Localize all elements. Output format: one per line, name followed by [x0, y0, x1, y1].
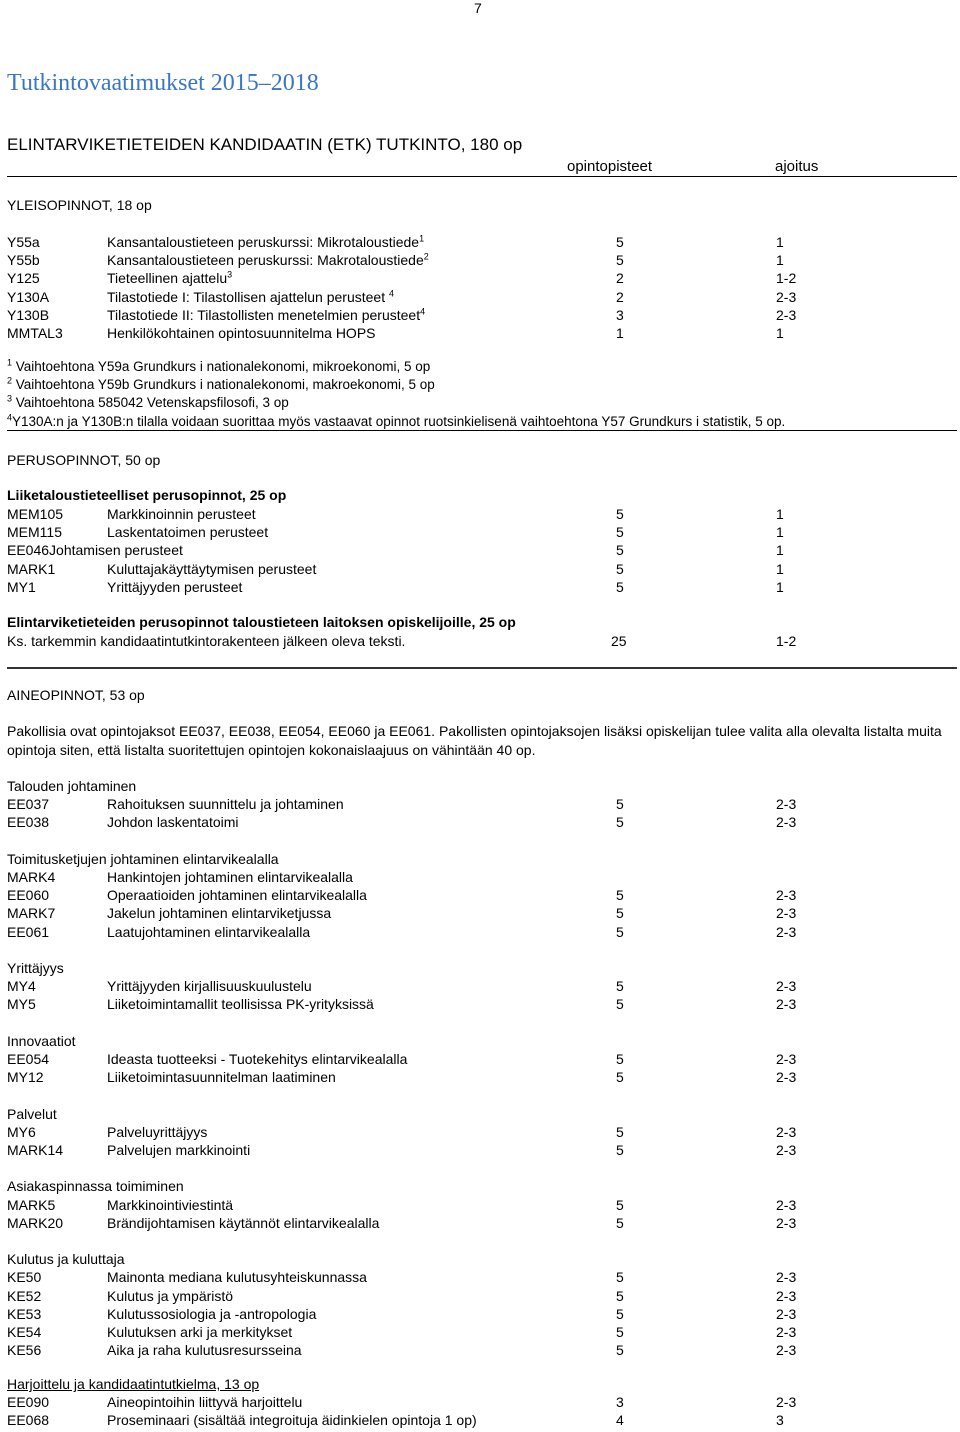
course-name: Yrittäjyyden perusteet [107, 578, 243, 595]
course-timing: 2-3 [776, 1051, 797, 1067]
course-credits: 5 [616, 905, 624, 922]
table-row [0, 506, 960, 524]
row-text: Ks. tarkemmin kandidaatintutkintorakenteen jälkeen oleva teksti. [7, 633, 406, 649]
course-code: EE068 [7, 1412, 50, 1429]
group-heading: Asiakaspinnassa toimiminen [7, 1178, 184, 1195]
table-row [0, 996, 960, 1014]
course-name: Kuluttajakäyttäytymisen perusteet [107, 560, 317, 577]
course-code: MEM105 [7, 506, 64, 522]
course-timing: 2-3 [776, 1142, 797, 1158]
course-code: MEM115 [7, 524, 62, 541]
course-credits: 5 [616, 1196, 624, 1213]
course-name: Operaatioiden johtaminen elintarvikealalla [107, 887, 367, 904]
course-timing: 1 [776, 506, 784, 522]
course-name: Brändijohtamisen käytännöt elintarvikealalla [107, 1214, 380, 1231]
column-header-timing: ajoitus [775, 158, 819, 175]
table-row [0, 1342, 960, 1360]
course-credits: 5 [616, 1069, 624, 1086]
course-timing: 2-3 [776, 1196, 797, 1213]
course-name: Aika ja raha kulutusresursseina [107, 1342, 302, 1359]
course-name: Kulutussosiologia ja -antropologia [107, 1305, 317, 1322]
course-code: Y130A [7, 288, 50, 305]
table-row [0, 1288, 960, 1306]
course-timing: 2-3 [776, 1394, 797, 1410]
footnote-ref: 4 [420, 306, 426, 317]
course-credits: 2 [616, 288, 624, 305]
table-row [0, 1124, 960, 1142]
course-code: EE046Johtamisen perusteet [7, 542, 183, 559]
table-row [0, 234, 960, 252]
table-row [0, 1324, 960, 1342]
course-credits: 5 [616, 234, 624, 250]
course-name: Ideasta tuotteeksi - Tuotekehitys elintarvikealalla [107, 1051, 408, 1067]
course-credits: 5 [616, 923, 624, 940]
course-code: MY1 [7, 578, 36, 595]
course-credits: 5 [616, 506, 624, 522]
group-heading: Toimitusketjujen johtaminen elintarvikealalla [7, 850, 279, 867]
table-row [0, 1412, 960, 1430]
table-row [0, 524, 960, 542]
course-name: Proseminaari (sisältää integroituja äidinkielen opintoja 1 op) [107, 1412, 477, 1429]
course-credits: 5 [616, 560, 624, 577]
course-name: Hankintojen johtaminen elintarvikealalla [107, 869, 353, 885]
course-credits: 5 [616, 887, 624, 904]
page-number: 7 [474, 0, 482, 16]
course-name: Tieteellinen ajattelu$^3$ [107, 269, 233, 287]
footnote: $^2$ Vaihtoehtona Y59b Grundkurs i nationalekonomi, makroekonomi, 5 op [7, 375, 435, 393]
course-name: Kansantaloustieteen peruskurssi: Makrotaloustiede$^2$ [107, 251, 429, 269]
table-row [0, 869, 960, 887]
course-name: Henkilökohtainen opintosuunnitelma HOPS [107, 325, 376, 341]
subsection-heading: Liiketaloustieteelliset perusopinnot, 25 op [7, 487, 287, 503]
course-credits: 5 [616, 252, 624, 269]
course-name: Johdon laskentatoimi [107, 814, 239, 831]
course-credits: 5 [616, 796, 624, 813]
footnote-ref: 4 [388, 287, 394, 298]
course-timing: 2-3 [776, 796, 797, 813]
footnote-ref: 2 [423, 251, 429, 262]
footnote-ref: 1 [419, 233, 425, 244]
course-timing: 2-3 [776, 814, 797, 831]
course-code: Y125 [7, 270, 40, 287]
course-name: Kansantaloustieteen peruskurssi: Mikrotaloustiede$^1$ [107, 233, 425, 250]
course-code: MY12 [7, 1069, 44, 1086]
course-credits: 5 [616, 578, 624, 595]
course-name: Palveluyrittäjyys [107, 1123, 208, 1140]
group-heading: Yrittäjyys [7, 960, 64, 976]
footnote: $^1$ Vaihtoehtona Y59a Grundkurs i nationalekonomi, mikroekonomi, 5 op [7, 357, 431, 374]
course-code: KE53 [7, 1305, 42, 1322]
course-credits: 5 [616, 1051, 624, 1067]
course-name: Kulutus ja ympäristö [107, 1287, 234, 1304]
table-row [0, 1306, 960, 1324]
course-timing: 1-2 [776, 270, 797, 287]
course-timing: 2-3 [776, 1324, 797, 1340]
course-credits: 1 [616, 325, 624, 341]
course-timing: 2-3 [776, 996, 797, 1013]
course-code: EE061 [7, 923, 50, 940]
table-row [0, 542, 960, 560]
course-credits: 4 [616, 1412, 624, 1429]
section-heading-aineopinnot: AINEOPINNOT, 53 op [7, 687, 145, 703]
course-credits: 5 [616, 1142, 624, 1158]
course-timing: 2-3 [776, 1287, 797, 1304]
course-code: EE038 [7, 814, 50, 831]
course-timing: 1 [776, 252, 784, 269]
course-code: Y130B [7, 306, 50, 323]
course-credits: 3 [616, 306, 624, 323]
course-name: Kulutuksen arki ja merkitykset [107, 1324, 293, 1340]
course-code: MY6 [7, 1123, 36, 1140]
course-code: EE037 [7, 796, 50, 813]
subsection-heading: Harjoittelu ja kandidaatintutkielma, 13 op [7, 1376, 260, 1392]
course-name: Markkinoinnin perusteet [107, 506, 256, 522]
table-row [0, 1394, 960, 1412]
table-row [0, 252, 960, 270]
table-row [0, 307, 960, 325]
divider [7, 667, 957, 669]
column-header-credits: opintopisteet [567, 158, 653, 175]
course-timing: 1 [776, 578, 784, 595]
course-code: Y55b [7, 252, 40, 269]
course-credits: 5 [616, 1214, 624, 1231]
table-row [0, 633, 960, 651]
table-row [0, 579, 960, 597]
course-name: Jakelun johtaminen elintarviketjussa [107, 905, 332, 922]
table-row [0, 978, 960, 996]
course-credits: 5 [616, 542, 624, 559]
course-timing: 1 [776, 325, 784, 341]
section-heading-perusopinnot: PERUSOPINNOT, 50 op [7, 452, 161, 468]
footnote: $^3$ Vaihtoehtona 585042 Vetenskapsfilosofi, 3 op [7, 393, 289, 411]
table-row [0, 325, 960, 343]
course-name: Palvelujen markkinointi [107, 1142, 251, 1158]
divider [7, 176, 957, 177]
course-name: Markkinointiviestintä [107, 1196, 234, 1213]
course-timing: 1 [776, 234, 784, 250]
course-credits: 2 [616, 270, 624, 287]
course-name: Rahoituksen suunnittelu ja johtaminen [107, 796, 344, 813]
course-credits: 5 [616, 1287, 624, 1304]
course-name: Laatujohtaminen elintarvikealalla [107, 923, 311, 940]
table-row [0, 1197, 960, 1215]
table-row [0, 905, 960, 923]
course-timing: 2-3 [776, 905, 797, 922]
course-code: MARK7 [7, 905, 56, 922]
course-code: KE50 [7, 1269, 42, 1286]
course-name: Laskentatoimen perusteet [107, 524, 269, 541]
course-credits: 5 [616, 1342, 624, 1359]
section-heading-yleisopinnot: YLEISOPINNOT, 18 op [7, 197, 152, 213]
course-credits: 5 [616, 978, 624, 995]
course-name: Yrittäjyyden kirjallisuuskuulustelu [107, 978, 312, 995]
course-timing: 2-3 [776, 1269, 797, 1286]
table-row [0, 887, 960, 905]
course-name: Aineopintoihin liittyvä harjoittelu [107, 1394, 303, 1410]
table-row [0, 1269, 960, 1287]
group-heading: Palvelut [7, 1105, 57, 1122]
intro-paragraph: Pakollisia ovat opintojaksot EE037, EE038, EE054, EE060 ja EE061. Pakollisten opintojaksojen lisäksi opiskelijan tulee valita alla olevalta listalta muita opintoja siten, että listalta suoritettujen opintojen kokonaislaajuus on vähintään 40 op. [7, 723, 942, 758]
table-row [0, 1051, 960, 1069]
course-timing: 1 [776, 524, 784, 541]
course-code: KE56 [7, 1342, 42, 1359]
footnote: $^4$Y130A:n ja Y130B:n tilalla voidaan suorittaa myös vastaavat opinnot ruotsinkielisenä vaihtoehtona Y57 Grundkurs i statistik, 5 op. [7, 412, 786, 429]
course-code: MARK4 [7, 869, 56, 885]
course-code: EE090 [7, 1394, 50, 1410]
group-heading: Innovaatiot [7, 1032, 76, 1049]
course-code: MY4 [7, 978, 36, 995]
course-credits: 5 [616, 1305, 624, 1322]
table-row [0, 924, 960, 942]
course-code: EE060 [7, 887, 50, 904]
course-timing: 2-3 [776, 1342, 797, 1359]
footnote-ref: 3 [227, 269, 233, 280]
course-credits: 5 [616, 1123, 624, 1140]
course-name: Tilastotiede II: Tilastollisten menetelmien perusteet$^4$ [107, 306, 426, 323]
table-row [0, 814, 960, 832]
course-timing: 2-3 [776, 923, 797, 940]
main-title: Tutkintovaatimukset 2015–2018 [7, 70, 319, 96]
course-credits: 5 [616, 524, 624, 541]
course-timing: 2-3 [776, 288, 797, 305]
course-timing: 1 [776, 542, 784, 559]
course-credits: 3 [616, 1394, 624, 1410]
row-credits: 25 [611, 633, 627, 649]
course-code: MARK1 [7, 560, 56, 577]
table-row [0, 1142, 960, 1160]
group-heading: Kulutus ja kuluttaja [7, 1251, 125, 1268]
course-timing: 2-3 [776, 306, 797, 323]
row-timing: 1-2 [776, 633, 797, 649]
table-row [0, 796, 960, 814]
course-timing: 3 [776, 1412, 784, 1429]
course-code: EE054 [7, 1051, 50, 1067]
group-heading: Talouden johtaminen [7, 778, 137, 794]
course-code: MARK20 [7, 1214, 64, 1231]
course-name: Liiketoimintasuunnitelman laatiminen [107, 1069, 336, 1086]
course-timing: 2-3 [776, 1123, 797, 1140]
degree-title: ELINTARVIKETIETEIDEN KANDIDAATIN (ETK) TUTKINTO, 180 op [7, 135, 523, 154]
course-code: MARK5 [7, 1196, 56, 1213]
course-code: MY5 [7, 996, 36, 1013]
table-row [0, 561, 960, 579]
table-row [0, 1215, 960, 1233]
table-row [0, 289, 960, 307]
course-code: Y55a [7, 234, 40, 250]
subsection-heading: Elintarviketieteiden perusopinnot taloustieteen laitoksen opiskelijoille, 25 op [7, 614, 516, 630]
course-name: Mainonta mediana kulutusyhteiskunnassa [107, 1269, 367, 1286]
course-name: Tilastotiede I: Tilastollisen ajattelun perusteet $^4$ [107, 287, 394, 305]
table-row [0, 270, 960, 288]
course-timing: 2-3 [776, 1069, 797, 1086]
course-timing: 1 [776, 560, 784, 577]
course-code: MMTAL3 [7, 325, 63, 341]
course-timing: 2-3 [776, 978, 797, 995]
course-code: KE54 [7, 1324, 42, 1340]
course-code: MARK14 [7, 1142, 64, 1158]
course-timing: 2-3 [776, 1214, 797, 1231]
table-row [0, 1069, 960, 1087]
course-timing: 2-3 [776, 887, 797, 904]
course-credits: 5 [616, 996, 624, 1013]
divider [7, 430, 957, 431]
course-credits: 5 [616, 1269, 624, 1286]
course-name: Liiketoimintamallit teollisissa PK-yrityksissä [107, 996, 374, 1013]
course-credits: 5 [616, 1324, 624, 1340]
course-code: KE52 [7, 1287, 42, 1304]
course-timing: 2-3 [776, 1305, 797, 1322]
course-credits: 5 [616, 814, 624, 831]
